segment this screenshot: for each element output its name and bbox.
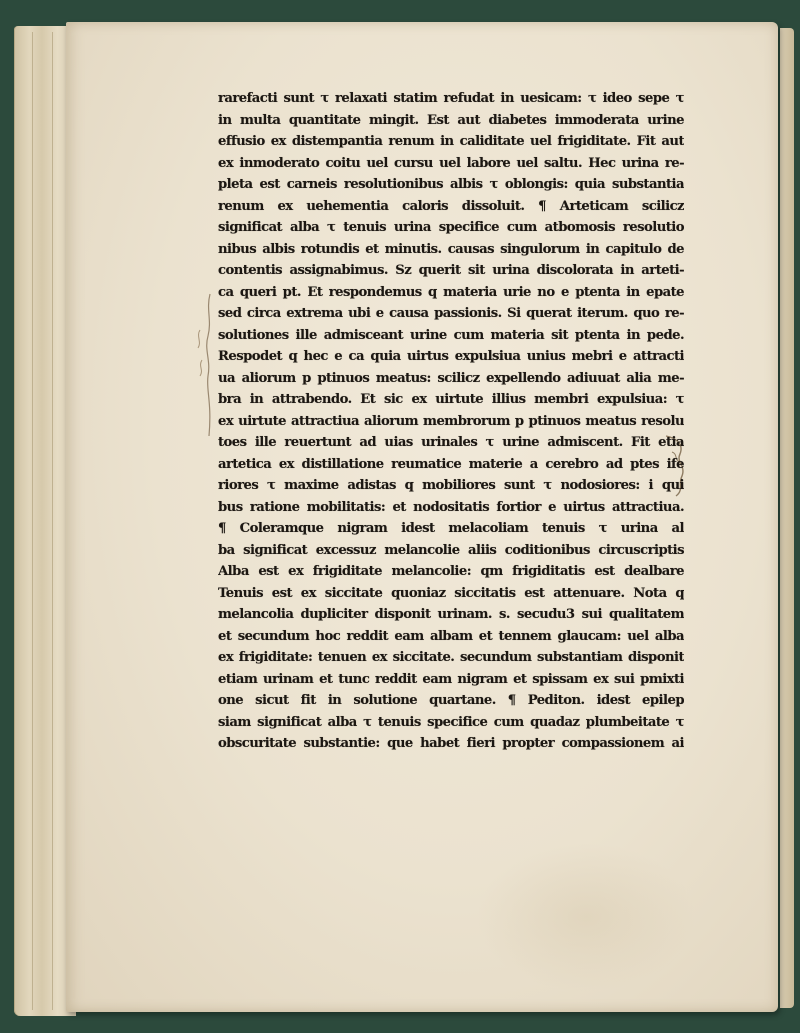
text-line: sed circa extrema ubi e causa passionis. Si querat iterum. quo re- [218, 306, 684, 321]
text-line: Alba est ex frigiditate melancolie: qm frigiditatis est dealbare [218, 564, 684, 579]
text-line: in multa quantitate mingit. Est aut diabetes immoderata urine [218, 112, 684, 128]
text-line: bus ratione mobilitatis: et nodositatis fortior e uirtus attractiua. [218, 499, 684, 515]
text-line: siam significat alba τ tenuis specifice cum quadaz plumbeitate τ [218, 714, 684, 730]
text-line: significat alba τ tenuis urina specifice cum atbomosis resolutio [218, 220, 684, 235]
text-line: bra in attrabendo. Et sic ex uirtute illius membri expulsiua: τ [218, 392, 684, 407]
text-line: et secundum hoc reddit eam albam et tennem glaucam: uel alba [218, 628, 684, 644]
text-line: ex frigiditate: tenuen ex siccitate. secundum substantiam disponit [218, 650, 684, 665]
text-line: Respodet q hec e ca quia uirtus expulsiua unius mebri e attracti [218, 349, 684, 364]
text-line: Tenuis est ex siccitate quoniaz siccitatis est attenuare. Nota q [218, 585, 684, 601]
text-line: melancolia dupliciter disponit urinam. s. secudu3 sui qualitatem [218, 607, 684, 622]
text-line: ex inmoderato coitu uel cursu uel labore uel saltu. Hec urina re- [218, 155, 684, 171]
text-line: ex uirtute attractiua aliorum membrorum p ptinuos meatus resolu [218, 413, 684, 429]
text-line: ¶ Coleramque nigram idest melacoliam tenuis τ urina al [218, 521, 684, 536]
text-line: ba significat excessuz melancolie aliis coditionibus circuscriptis [218, 542, 684, 558]
text-line: one sicut fit in solutione quartane. ¶ Pediton. idest epilep [218, 693, 684, 708]
text-line: nibus albis rotundis et minutis. causas singulorum in capitulo de [218, 241, 684, 257]
text-line: ua aliorum p ptinuos meatus: scilicz expellendo adiuuat alia me- [218, 370, 684, 386]
paper-stain [476, 842, 696, 992]
body-text [218, 88, 684, 755]
text-line: effusio ex distempantia renum in caliditate uel frigiditate. Fit aut [218, 134, 684, 149]
text-line: solutiones ille admisceant urine cum materia sit ptenta in pede. [218, 327, 684, 343]
text-line: pleta est carneis resolutionibus albis τ oblongis: quia substantia [218, 177, 684, 192]
text-line: rarefacti sunt τ relaxati statim refudat in uesicam: τ ideo sepe τ [218, 91, 684, 106]
marginal-annotation-left [196, 290, 220, 440]
next-leaf-edge [780, 28, 794, 1008]
text-line: toes ille reuertunt ad uias urinales τ urine admiscent. Fit etia [218, 435, 684, 450]
text-line: obscuritate substantie: que habet fieri propter compassionem ai [218, 736, 684, 751]
text-line: artetica ex distillatione reumatice materie a cerebro ad ptes ife [218, 456, 684, 472]
text-line: riores τ maxime adistas q mobiliores sunt τ nodosiores: i qui [218, 478, 684, 493]
text-line: etiam urinam et tunc reddit eam nigram et spissam ex sui pmixti [218, 671, 684, 687]
text-line: renum ex uehementia caloris dissoluit. ¶ Arteticam scilicz [218, 198, 684, 214]
text-line: ca queri pt. Et respondemus q materia urie no e ptenta in epate [218, 284, 684, 300]
text-line: contentis assignabimus. Sz querit sit urina discolorata in arteti- [218, 263, 684, 278]
